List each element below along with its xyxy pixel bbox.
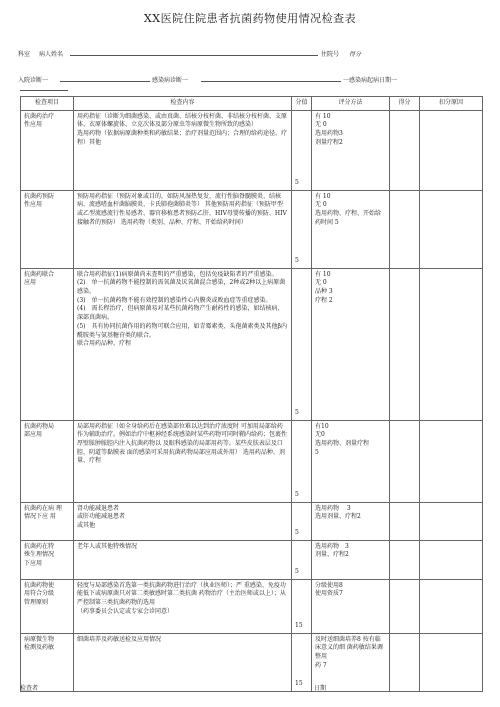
check-content-line: 肾功能减退患者	[77, 504, 120, 512]
scoring-method-line: 有 10	[315, 270, 331, 278]
scoring-method	[312, 190, 390, 268]
check-item-line: 用符合分级	[24, 590, 55, 598]
deduction-reason-cell[interactable]	[420, 579, 483, 633]
inspector-label: 检查者	[20, 685, 39, 692]
check-content	[74, 579, 292, 633]
patient-label: 病人姓名	[39, 51, 64, 58]
infection-dx-field[interactable]	[201, 81, 341, 82]
header-content: 检查内容	[74, 97, 292, 111]
check-item-line: 抗菌药物使	[24, 581, 55, 589]
score-value	[292, 420, 312, 502]
patient-field[interactable]	[70, 55, 318, 56]
scoring-method-line: 有 10	[315, 192, 331, 200]
table-row	[21, 420, 483, 502]
check-item-line: 检测及药敏	[24, 644, 55, 652]
scoring-method-line: 使用资质7	[315, 590, 343, 598]
score-value-line: 15	[295, 680, 303, 687]
check-content-line: 老年人或其他特殊情况	[77, 542, 138, 550]
header-reason: 扣分原因	[420, 97, 483, 111]
check-content-line: 联合用药品种、疗程	[77, 340, 132, 348]
check-item	[21, 190, 74, 268]
score-value	[292, 540, 312, 579]
deduction-reason-cell[interactable]	[420, 420, 483, 502]
check-content	[74, 268, 292, 420]
score-value-line: 5	[295, 568, 299, 575]
check-item-line: 殊生理情况	[24, 551, 55, 559]
header-method: 评分方法	[312, 97, 390, 111]
check-item-line: 抗菌药治疗	[24, 112, 55, 120]
score-value	[292, 190, 312, 268]
header-score: 分值	[292, 97, 312, 111]
check-item-line: 抗菌药联合	[24, 270, 55, 278]
obtained-score-cell[interactable]	[390, 268, 420, 420]
check-item-line: 病原微生物	[24, 635, 55, 643]
check-item	[21, 110, 74, 190]
extra-line	[20, 90, 68, 91]
check-content-line: （药事委员会认定或专家会诊同意）	[77, 607, 174, 615]
score-value-line: 5	[295, 529, 299, 536]
check-content	[74, 110, 292, 190]
check-content-line: 或肝功能减退患者	[77, 513, 126, 521]
scoring-method-line: 选用药物、疗程、开始给药时间 5	[315, 210, 382, 226]
check-content	[74, 540, 292, 579]
bed-label: 住院号	[321, 51, 340, 58]
scoring-method-line: 有10	[315, 422, 329, 430]
score-label: 得分	[349, 51, 362, 58]
scoring-method-line: 疗程 2	[315, 296, 333, 304]
check-item	[21, 420, 74, 502]
header-got: 得分	[390, 97, 420, 111]
check-item	[21, 268, 74, 420]
check-item-line: 下应用	[24, 560, 43, 568]
table-row	[21, 633, 483, 691]
score-value-line: 5	[295, 491, 299, 498]
admission-dx-field[interactable]	[60, 81, 150, 82]
scoring-method-line: 选用药物 3	[315, 504, 351, 512]
table-row	[21, 110, 483, 190]
scoring-method	[312, 420, 390, 502]
deduction-reason-cell[interactable]	[420, 540, 483, 579]
score-value-line: 5	[295, 179, 299, 186]
scoring-method	[312, 579, 390, 633]
table-row	[21, 502, 483, 540]
obtained-score-cell[interactable]	[390, 579, 420, 633]
table-header-row	[21, 97, 483, 111]
check-content-line: 或其他	[77, 522, 96, 530]
check-item-line: 抗菌药在病 理	[24, 504, 62, 512]
obtained-score-cell[interactable]	[390, 633, 420, 691]
scoring-method-line: 及时送细菌培养8 按有临床意义的细 菌药敏结果调整用	[315, 635, 383, 661]
deduction-reason-cell[interactable]	[420, 190, 483, 268]
check-item-line: 性应用	[24, 201, 43, 209]
deduction-reason-cell[interactable]	[420, 268, 483, 420]
scoring-method-line: 剂量疗程2	[315, 138, 343, 146]
check-content-line: 预防用药指征（预防对象或目的，如防风湿热复发、流行性脑脊髓膜炎、结核病、流感嗜血杆菌脑膜炎、卡氏肺孢菌肺炎等） 其他预防用药指征（预防甲型或乙型流感流行性易感者、器官移植患者预防乙肝，HIV母婴传播的预防、HIV接触者的预防） 选用药物（类别、品种、疗程、开始给药时间）	[77, 192, 287, 226]
check-content-line: 用药指征（诊断为细菌感染、或由真菌、结核分枝杆菌、非结核分枝杆菌、支原体、衣原体螺旋体、立克次体及部分原虫等病原微生物所致的感染）	[77, 112, 288, 129]
check-item-line: 性应用	[24, 121, 43, 129]
check-content-line: (5) 具有协同抗菌作用的药物可联合应用，如青霉素类、头孢菌素类及其他β内酰胺类与氨基糖苷类的联合。	[77, 322, 287, 339]
obtained-score-cell[interactable]	[390, 110, 420, 190]
scoring-method-line: 无 0	[315, 121, 327, 129]
dept-label: 科室	[18, 51, 31, 58]
scoring-method-line: 有 10	[315, 112, 331, 120]
obtained-score-cell[interactable]	[390, 540, 420, 579]
check-item-line: 应用	[24, 279, 37, 287]
check-item-line: 管理原则	[24, 599, 49, 607]
scoring-method-line: 选用剂量、疗程2	[315, 513, 361, 521]
check-content-line: 细菌培养及药敏送检及应用情况	[77, 635, 162, 643]
check-item-line: 抗菌药物局	[24, 422, 55, 430]
check-item-line: 部应用	[24, 431, 43, 439]
check-content-line: 联合用药指征(1)病原菌尚未查明的严重感染，包括免疫缺陷者的严重感染。	[77, 270, 278, 278]
page-title: XX医院住院患者抗菌药物使用情况检查表	[143, 12, 357, 25]
deduction-reason-cell[interactable]	[420, 502, 483, 540]
check-content-line: 局部用药指征（如全身给药后在感染部位难以达到治疗浓度时 可加用局部给药作为辅助治疗。例如治疗中枢神经系统感染时某些药物可同时鞘内给药；包裹性厚壁脓肿脓腔内注入抗菌药物以 及眼科感染的局部用药等。某些皮肤表层及口腔、阴道等黏膜表 面的感染可采用抗菌药物局部应用或外用） 选用药品种、剂量、疗程	[77, 422, 288, 465]
score-value-line: 5	[295, 409, 299, 416]
score-value	[292, 502, 312, 540]
check-content	[74, 502, 292, 540]
infection-dx-label: 感染病诊断一	[152, 77, 189, 84]
score-value	[292, 110, 312, 190]
score-value-line: 5	[295, 257, 299, 264]
scoring-method	[312, 268, 390, 420]
scoring-method	[312, 502, 390, 540]
scoring-method-line: 药 7	[315, 661, 327, 669]
table-row	[21, 579, 483, 633]
scoring-method-line: 剂量、疗程2	[315, 551, 349, 559]
scoring-method-line: 无 0	[315, 201, 327, 209]
check-content-line: (2) 单一抗菌药物不能控制的需氧菌及厌氧菌混合感染，2种或2种以上病原菌感染。	[77, 279, 286, 296]
check-item	[21, 579, 74, 633]
obtained-score-cell[interactable]	[390, 190, 420, 268]
deduction-reason-cell[interactable]	[420, 110, 483, 190]
check-table	[20, 96, 483, 692]
table-row	[21, 268, 483, 420]
check-content	[74, 190, 292, 268]
admission-dx-label: 入院诊断一	[18, 77, 49, 84]
deduction-reason-cell[interactable]	[420, 633, 483, 691]
obtained-score-cell[interactable]	[390, 502, 420, 540]
table-row	[21, 190, 483, 268]
score-value	[292, 268, 312, 420]
scoring-method-line: 选用药物、剂量疗程	[315, 440, 370, 448]
check-item	[21, 540, 74, 579]
check-item-line: 抗菌药预防	[24, 192, 55, 200]
check-item-line: 抗菌药在特	[24, 542, 55, 550]
scoring-method-line: 无0	[315, 431, 325, 439]
scoring-method-line: 选用药物3	[315, 130, 343, 138]
scoring-method-line: 无 0	[315, 279, 327, 287]
date-label: 日期	[314, 685, 327, 692]
scoring-method	[312, 110, 390, 190]
scoring-method	[312, 540, 390, 579]
check-content-line: 选用药物（依据病原菌种类和药敏结果；治疗剂量范围内；合理的给药途径、疗程）其他	[77, 130, 288, 146]
header-item: 检查项目	[21, 97, 74, 111]
scoring-method-line: 品种 3	[315, 288, 333, 296]
check-content	[74, 633, 292, 691]
check-content-line: 轻度与局部感染首选第一类抗菌药物进行治疗（执业医师）；严 重感染、免疫功能低下或病原菌只对第二类敏感时第二类抗菌 药物治疗（主治医师或以上）；从严控制第三类抗菌药物的选用	[77, 581, 286, 607]
score-value	[292, 579, 312, 633]
scoring-method-line: 选用药物 3	[315, 542, 349, 550]
check-content-line: (4) 需长程治疗，但病原菌易对某些抗菌药物产生耐药性的感染，如结核病、深部真菌病。	[77, 305, 284, 322]
onset-date-label: 一感染病起病日期一	[343, 77, 398, 84]
score-value-line: 15	[295, 622, 303, 629]
check-item-line: 情况下应 用	[24, 513, 56, 521]
score-value	[292, 633, 312, 691]
scoring-method-line: 5	[315, 448, 319, 456]
check-content-line: (3) 单一抗菌药物不能有效控制的感染性心内膜炎或败血症等重症感染。	[77, 296, 272, 304]
scoring-method-line: 分级使用8	[315, 581, 343, 589]
obtained-score-cell[interactable]	[390, 420, 420, 502]
check-content	[74, 420, 292, 502]
check-item	[21, 502, 74, 540]
table-row	[21, 540, 483, 579]
